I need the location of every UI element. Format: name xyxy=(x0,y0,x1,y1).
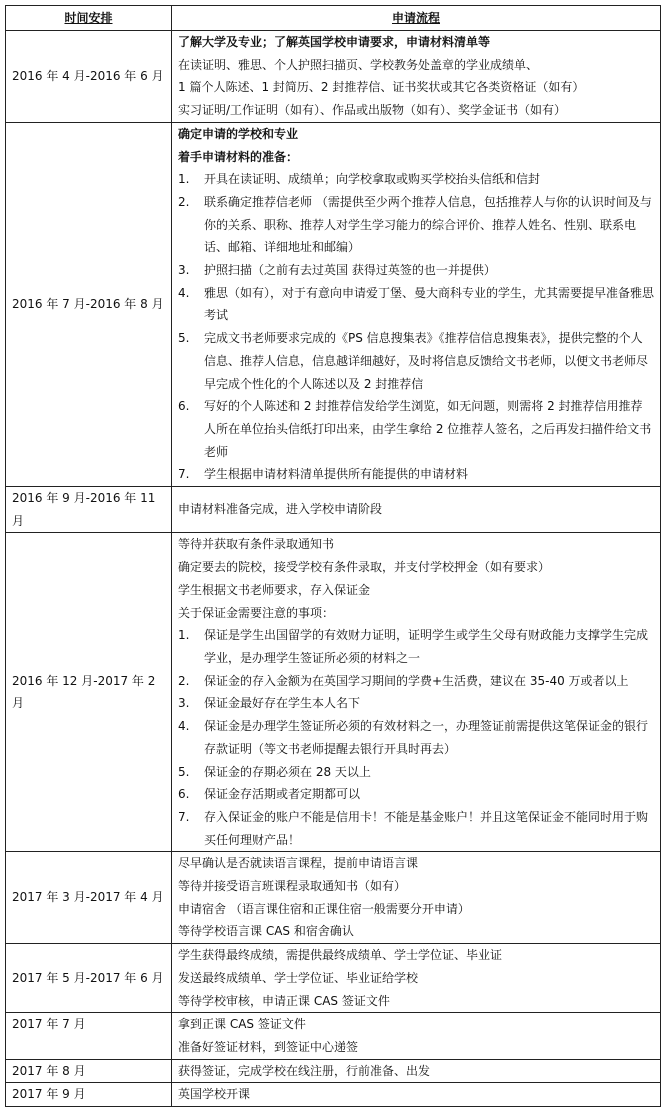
list-item xyxy=(178,259,654,282)
list-item xyxy=(178,395,654,463)
text-line: 学生根据文书老师要求，存入保证金 xyxy=(178,582,371,597)
item-number: 3. xyxy=(178,263,190,278)
item-text: 写好的个人陈述和 2 封推荐信发给学生浏览，如无问题，则需将 2 封推荐信用推荐人所在单位抬头信纸打印出来，由学生拿给 2 位推荐人签名，之后再发扫描件给文书老师 xyxy=(204,399,652,459)
text-line: 等待学校审核，申请正课 CAS 签证文件 xyxy=(178,993,390,1008)
item-number: 2. xyxy=(178,194,190,209)
list-item xyxy=(178,692,654,715)
text-line: 等待并接受语言班课程录取通知书（如有） xyxy=(178,879,407,894)
process-cell xyxy=(172,1083,661,1107)
list-item xyxy=(178,624,654,669)
process-cell xyxy=(172,944,661,1013)
item-text: 保证金的存期必须在 28 天以上 xyxy=(204,764,371,779)
text-line: 实习证明/工作证明（如有）、作品或出版物（如有）、奖学金证书（如有） xyxy=(178,103,567,118)
process-cell xyxy=(172,533,661,852)
time-cell: 2017 年 5 月-2017 年 6 月 xyxy=(6,944,172,1013)
header-time: 时间安排 xyxy=(6,6,172,31)
text-line: 学生获得最终成绩，需提供最终成绩单、学士学位证、毕业证 xyxy=(178,948,503,963)
time-cell: 2016 年 4 月-2016 年 6 月 xyxy=(6,31,172,123)
item-number: 6. xyxy=(178,399,190,414)
item-number: 2. xyxy=(178,673,190,688)
process-cell xyxy=(172,1059,661,1083)
text-line: 尽早确认是否就读语言课程，提前申请语言课 xyxy=(178,856,419,871)
list-item xyxy=(178,282,654,327)
time-cell: 2016 年 12 月-2017 年 2 月 xyxy=(6,533,172,852)
item-text: 开具在读证明、成绩单；向学校拿取或购买学校抬头信纸和信封 xyxy=(204,172,541,187)
time-cell: 2017 年 9 月 xyxy=(6,1083,172,1107)
item-number: 5. xyxy=(178,331,190,346)
text-line: 英国学校开课 xyxy=(178,1087,251,1102)
table-row xyxy=(6,533,661,852)
table-row xyxy=(6,944,661,1013)
process-cell xyxy=(172,487,661,533)
item-text: 联系确定推荐信老师 （需提供至少两个推荐人信息，包括推荐人与你的认识时间及与你的关系、职称、推荐人对学生学习能力的综合评价、推荐人姓名、性别、联系电话、邮箱、详细地址和邮编） xyxy=(204,194,652,255)
item-text: 学生根据申请材料清单提供所有能提供的申请材料 xyxy=(204,467,469,482)
list-item xyxy=(178,463,654,486)
list-item xyxy=(178,670,654,693)
table-row xyxy=(6,1059,661,1083)
item-number: 7. xyxy=(178,809,190,824)
item-number: 7. xyxy=(178,467,190,482)
table-row xyxy=(6,852,661,944)
item-text: 护照扫描（之前有去过英国 获得过英签的也一并提供） xyxy=(204,263,496,278)
item-text: 雅思（如有），对于有意向申请爱丁堡、曼大商科专业的学生，尤其需要提早准备雅思考试 xyxy=(204,285,655,323)
item-number: 6. xyxy=(178,787,190,802)
text-line: 准备好签证材料，到签证中心递签 xyxy=(178,1039,359,1054)
time-cell: 2017 年 7 月 xyxy=(6,1013,172,1059)
table-row xyxy=(6,1083,661,1107)
text-line: 发送最终成绩单、学士学位证、毕业证给学校 xyxy=(178,970,419,985)
list-item xyxy=(178,327,654,395)
table-row xyxy=(6,31,661,123)
item-text: 保证是学生出国留学的有效财力证明，证明学生或学生父母有财政能力支撑学生完成学业，是办理学生签证所必须的材料之一 xyxy=(204,628,649,665)
text-line: 1 篇个人陈述、1 封简历、2 封推荐信、证书奖状或其它各类资格证（如有） xyxy=(178,80,585,95)
item-text: 保证金最好存在学生本人名下 xyxy=(204,696,361,711)
section-heading: 了解大学及专业；了解英国学校申请要求，申请材料清单等 xyxy=(178,35,491,49)
item-text: 存入保证金的账户不能是信用卡！不能是基金账户！并且这笔保证金不能同时用于购买任何理财产品！ xyxy=(204,809,649,847)
text-line: 等待学校语言课 CAS 和宿舍确认 xyxy=(178,924,354,939)
process-cell xyxy=(172,122,661,486)
text-line: 申请材料准备完成，进入学校申请阶段 xyxy=(178,502,383,517)
header-row xyxy=(6,6,661,31)
item-number: 5. xyxy=(178,764,190,779)
text-line: 等待并获取有条件录取通知书 xyxy=(178,537,335,552)
list-item xyxy=(178,806,654,851)
time-cell: 2017 年 3 月-2017 年 4 月 xyxy=(6,852,172,944)
text-line: 申请宿舍 （语言课住宿和正课住宿一般需要分开申请） xyxy=(178,901,470,916)
process-cell xyxy=(172,31,661,123)
table-row xyxy=(6,122,661,486)
item-text: 保证金的存入金额为在英国学习期间的学费+生活费，建议在 35-40 万或者以上 xyxy=(204,673,629,688)
item-number: 3. xyxy=(178,696,190,711)
item-text: 保证金存活期或者定期都可以 xyxy=(204,787,361,802)
section-heading: 确定申请的学校和专业 xyxy=(178,126,299,141)
table-row xyxy=(6,1013,661,1059)
text-line: 拿到正课 CAS 签证文件 xyxy=(178,1017,306,1032)
section-heading: 着手申请材料的准备： xyxy=(178,149,299,164)
time-cell: 2016 年 9 月-2016 年 11 月 xyxy=(6,487,172,533)
header-process: 申请流程 xyxy=(172,6,661,31)
table-row xyxy=(6,487,661,533)
time-cell: 2017 年 8 月 xyxy=(6,1059,172,1083)
text-line: 确定要去的院校，接受学校有条件录取，并支付学校押金（如有要求） xyxy=(178,560,551,575)
list-item xyxy=(178,761,654,784)
list-item xyxy=(178,783,654,806)
list-item xyxy=(178,168,654,191)
list-item xyxy=(178,715,654,760)
item-text: 完成文书老师要求完成的《PS 信息搜集表》《推荐信信息搜集表》，提供完整的个人信息、推荐人信息，信息越详细越好，及时将信息反馈给文书老师，以便文书老师尽早完成个性化的个人陈述以及 2 封推荐信 xyxy=(204,331,649,391)
item-number: 1. xyxy=(178,172,190,187)
item-number: 1. xyxy=(178,628,190,643)
text-line: 在读证明、雅思、个人护照扫描页、学校教务处盖章的学业成绩单、 xyxy=(178,57,539,72)
text-line: 关于保证金需要注意的事项： xyxy=(178,605,335,620)
item-number: 4. xyxy=(178,719,190,734)
time-cell: 2016 年 7 月-2016 年 8 月 xyxy=(6,122,172,486)
item-number: 4. xyxy=(178,285,190,300)
text-line: 获得签证，完成学校在线注册，行前准备、出发 xyxy=(178,1063,431,1078)
item-text: 保证金是办理学生签证所必须的有效材料之一，办理签证前需提供这笔保证金的银行存款证明（等文书老师提醒去银行开具时再去） xyxy=(204,719,649,756)
application-timeline-table xyxy=(5,5,661,1107)
process-cell xyxy=(172,852,661,944)
list-item xyxy=(178,191,654,259)
process-cell xyxy=(172,1013,661,1059)
